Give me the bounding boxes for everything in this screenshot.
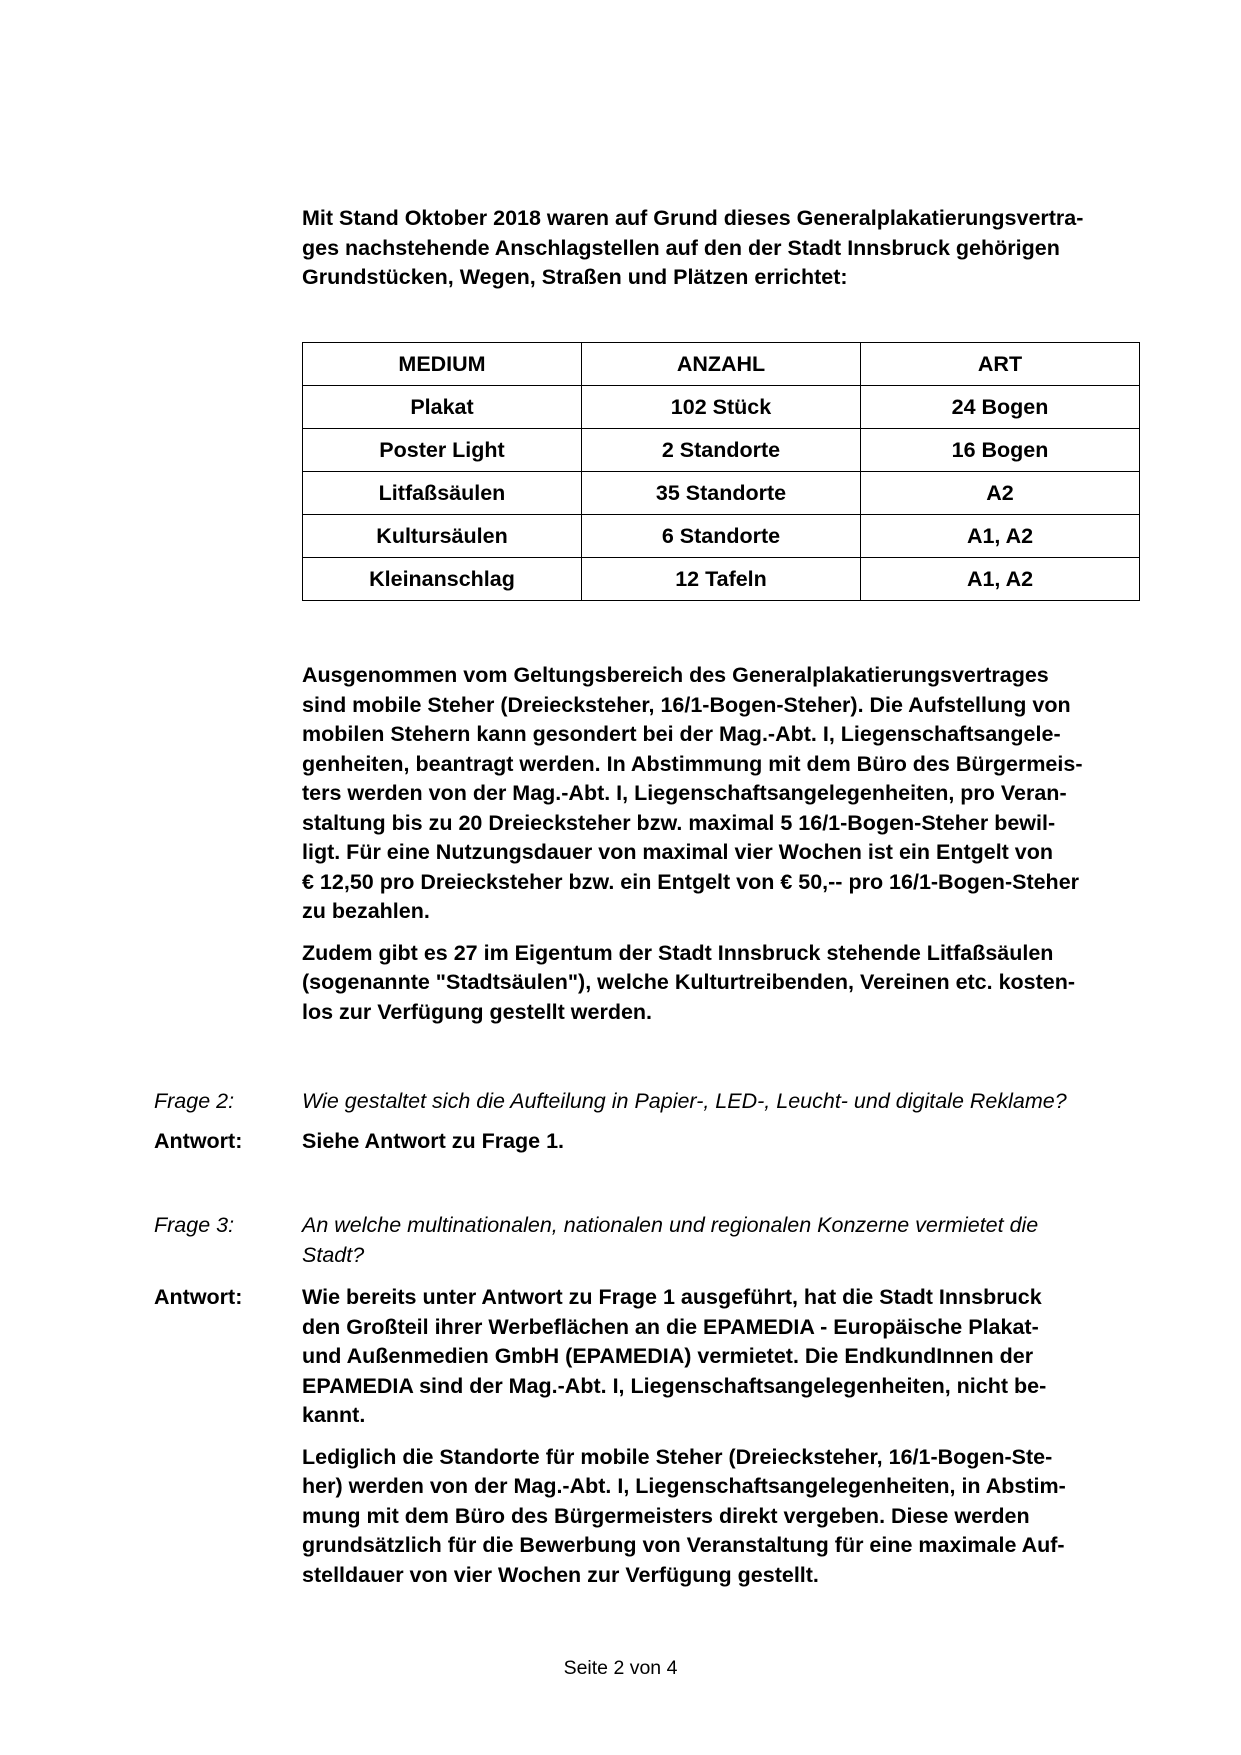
text-line: mobilen Stehern kann gesondert bei der Mag.-Abt. I, Liegenschaftsangele- [302, 722, 1061, 746]
anschlagstellen-table [302, 342, 1140, 601]
text-line: grundsätzlich für die Bewerbung von Veranstaltung für eine maximale Auf- [302, 1533, 1065, 1557]
text-line: ges nachstehende Anschlagstellen auf den der Stadt Innsbruck gehörigen [302, 235, 1060, 260]
header-medium: MEDIUM [303, 343, 582, 386]
text-line: Stadt? [302, 1242, 365, 1267]
table-cell: A1, A2 [861, 515, 1140, 558]
header-art: ART [861, 343, 1140, 386]
answer-3-paragraph-1 [302, 1283, 1142, 1431]
table-row [303, 429, 1140, 472]
answer-3-paragraph-2 [302, 1443, 1142, 1591]
question-3-text [302, 1211, 1142, 1270]
text-line: und Außenmedien GmbH (EPAMEDIA) vermietet. Die EndkundInnen der [302, 1344, 1034, 1368]
text-line: An welche multinationalen, nationalen und regionalen Konzerne vermietet die [302, 1213, 1039, 1237]
text-line: sind mobile Steher (Dreiecksteher, 16/1-Bogen-Steher). Die Aufstellung von [302, 692, 1071, 717]
text-line: her) werden von der Mag.-Abt. I, Liegenschaftsangelegenheiten, in Abstim- [302, 1474, 1066, 1498]
table-cell: 12 Tafeln [582, 558, 861, 601]
answer-2-text: Siehe Antwort zu Frage 1. [302, 1129, 565, 1153]
text-line: staltung bis zu 20 Dreiecksteher bzw. maximal 5 16/1-Bogen-Steher bewil- [302, 810, 1056, 835]
text-line: Ausgenommen vom Geltungsbereich des Generalplakatierungsvertrages [302, 663, 1049, 687]
text-line: Wie bereits unter Antwort zu Frage 1 ausgeführt, hat die Stadt Innsbruck [302, 1285, 1042, 1309]
table-row [303, 386, 1140, 429]
table-cell: 6 Standorte [582, 515, 861, 558]
text-line: ligt. Für eine Nutzungsdauer von maximal vier Wochen ist ein Entgelt von [302, 840, 1054, 864]
table-row [303, 472, 1140, 515]
table-header-row [303, 343, 1140, 386]
answer-3-label: Antwort: [154, 1285, 243, 1309]
page-number: Seite 2 von 4 [563, 1657, 678, 1679]
text-line: EPAMEDIA sind der Mag.-Abt. I, Liegenschaftsangelegenheiten, nicht be- [302, 1373, 1047, 1398]
table-cell: Kleinanschlag [303, 558, 582, 601]
table-cell: A1, A2 [861, 558, 1140, 601]
text-line: Lediglich die Standorte für mobile Steher (Dreiecksteher, 16/1-Bogen-Ste- [302, 1444, 1053, 1469]
table-cell: 2 Standorte [582, 429, 861, 472]
question-2-label: Frage 2: [154, 1089, 235, 1113]
text-line: den Großteil ihrer Werbeflächen an die EPAMEDIA - Europäische Plakat- [302, 1314, 1039, 1339]
text-line: kannt. [302, 1403, 366, 1427]
table-cell: 102 Stück [582, 386, 861, 429]
table-cell: 24 Bogen [861, 386, 1140, 429]
intro-paragraph [302, 204, 1142, 293]
answer-2-label: Antwort: [154, 1129, 243, 1153]
text-line: zu bezahlen. [302, 899, 430, 923]
table-row [303, 558, 1140, 601]
exceptions-paragraph-1 [302, 661, 1142, 927]
table-row [303, 515, 1140, 558]
table-cell: Poster Light [303, 429, 582, 472]
table-cell: Kultursäulen [303, 515, 582, 558]
text-line: genheiten, beantragt werden. In Abstimmung mit dem Büro des Bürgermeis- [302, 751, 1083, 776]
text-line: stelldauer von vier Wochen zur Verfügung gestellt. [302, 1562, 819, 1587]
text-line: (sogenannte "Stadtsäulen"), welche Kulturtreibenden, Vereinen etc. kosten- [302, 970, 1076, 994]
table-cell: 35 Standorte [582, 472, 861, 515]
text-line: ters werden von der Mag.-Abt. I, Liegenschaftsangelegenheiten, pro Veran- [302, 781, 1067, 805]
text-line: los zur Verfügung gestellt werden. [302, 999, 653, 1024]
text-line: mung mit dem Büro des Bürgermeisters direkt vergeben. Diese werden [302, 1503, 1030, 1528]
question-2-text: Wie gestaltet sich die Aufteilung in Papier-, LED-, Leucht- und digitale Reklame? [302, 1089, 1067, 1113]
answer-3-text [302, 1283, 1142, 1590]
text-line: Zudem gibt es 27 im Eigentum der Stadt Innsbruck stehende Litfaßsäulen [302, 940, 1054, 965]
header-anzahl: ANZAHL [582, 343, 861, 386]
table-cell: A2 [861, 472, 1140, 515]
text-line: Mit Stand Oktober 2018 waren auf Grund dieses Generalplakatierungsvertra- [302, 206, 1084, 230]
table-cell: Plakat [303, 386, 582, 429]
question-3-label: Frage 3: [154, 1213, 235, 1237]
table-cell: Litfaßsäulen [303, 472, 582, 515]
table-cell: 16 Bogen [861, 429, 1140, 472]
text-line: Grundstücken, Wegen, Straßen und Plätzen errichtet: [302, 265, 848, 289]
text-line: € 12,50 pro Dreiecksteher bzw. ein Entgelt von € 50,-- pro 16/1-Bogen-Steher [302, 869, 1080, 894]
exceptions-paragraph-2 [302, 939, 1142, 1028]
exceptions-section [302, 661, 1142, 1027]
